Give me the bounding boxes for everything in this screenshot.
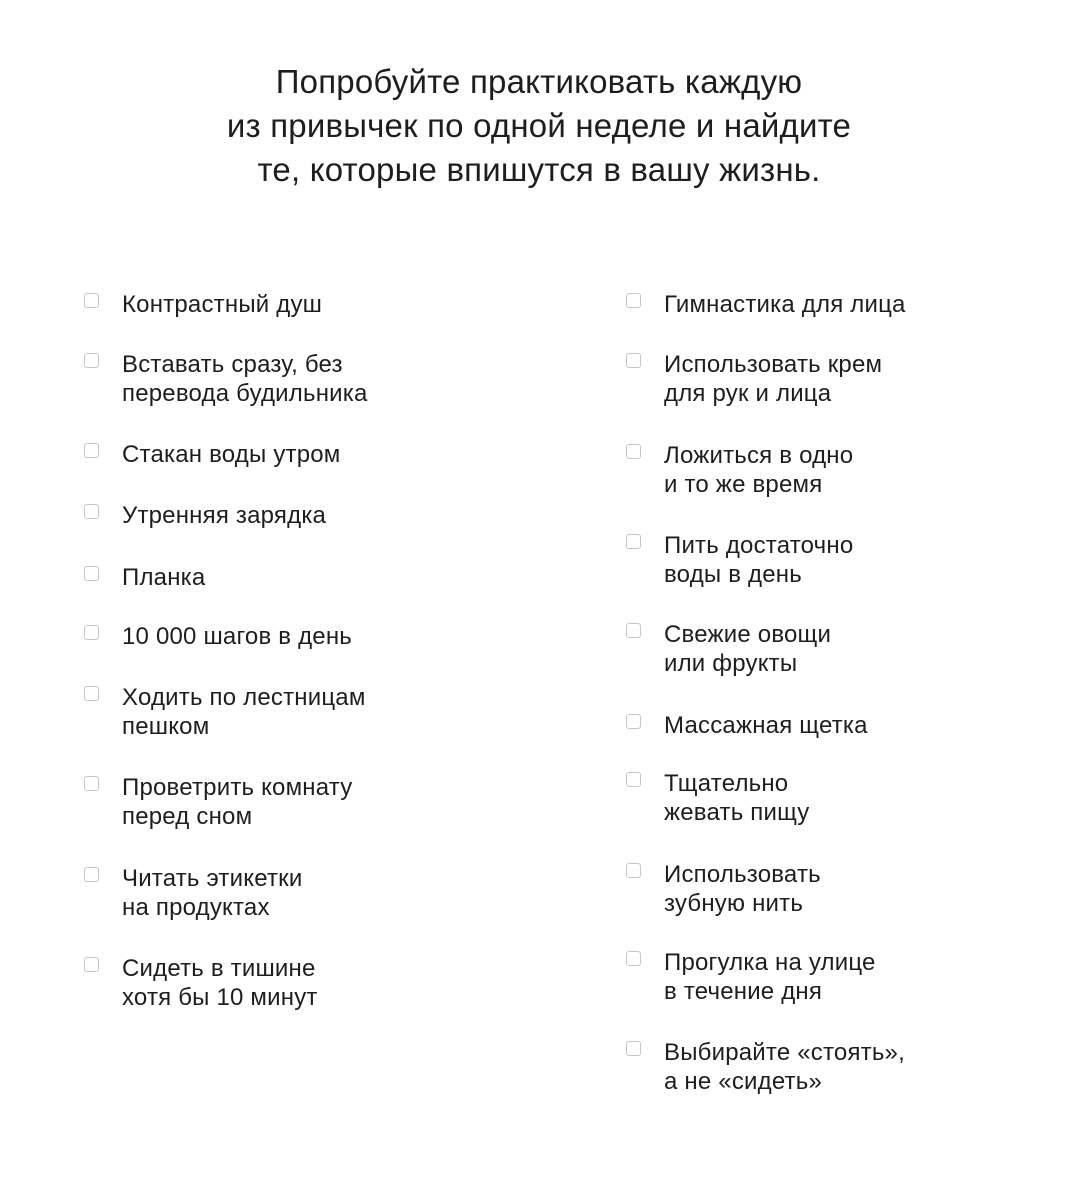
habit-item[interactable] [84,350,368,408]
habit-item[interactable] [626,441,853,499]
checkbox-icon[interactable] [84,625,99,640]
checkbox-icon[interactable] [626,353,641,368]
checkbox-icon[interactable] [84,776,99,791]
page-headline [0,60,1078,192]
habit-item[interactable] [626,769,810,827]
habit-label: Ложиться в одно и то же время [664,442,854,498]
checkbox-icon[interactable] [84,867,99,882]
habit-label: Гимнастика для лица [664,291,906,318]
checkbox-icon[interactable] [626,293,641,308]
habit-label: Выбирайте «стоять», а не «сидеть» [664,1039,905,1095]
habit-label: Прогулка на улице в течение дня [664,949,876,1005]
habit-label: Свежие овощи или фрукты [664,621,832,677]
habit-item[interactable] [84,622,352,651]
habit-label: Сидеть в тишине хотя бы 10 минут [122,955,318,1011]
habit-item[interactable] [84,864,302,922]
checkbox-icon[interactable] [626,623,641,638]
checkbox-icon[interactable] [626,863,641,878]
habit-item[interactable] [84,563,205,592]
checkbox-icon[interactable] [84,957,99,972]
habit-item[interactable] [626,711,868,740]
habit-item[interactable] [626,948,876,1006]
checkbox-icon[interactable] [84,504,99,519]
habit-item[interactable] [84,290,322,319]
habit-item[interactable] [84,683,366,741]
habit-label: Использовать зубную нить [664,861,821,917]
habit-item[interactable] [626,531,853,589]
checkbox-icon[interactable] [84,443,99,458]
headline-line-1: Попробуйте практиковать каждую [275,63,803,100]
habit-item[interactable] [626,290,906,319]
habit-label: Вставать сразу, без перевода будильника [122,351,368,407]
checkbox-icon[interactable] [84,686,99,701]
habit-item[interactable] [626,620,831,678]
habit-label: Тщательно жевать пищу [664,770,810,826]
habit-label: Ходить по лестницам пешком [122,684,366,740]
checkbox-icon[interactable] [84,293,99,308]
checkbox-icon[interactable] [626,772,641,787]
habit-item[interactable] [626,860,821,918]
checkbox-icon[interactable] [84,566,99,581]
habit-label: Планка [122,564,206,591]
habit-label: Пить достаточно воды в день [664,532,854,588]
checkbox-icon[interactable] [626,444,641,459]
habit-label: 10 000 шагов в день [122,623,352,650]
habit-label: Стакан воды утром [122,441,341,468]
habit-item[interactable] [626,1038,905,1096]
checkbox-icon[interactable] [626,714,641,729]
habit-item[interactable] [84,501,326,530]
checkbox-icon[interactable] [626,1041,641,1056]
habit-label: Контрастный душ [122,291,323,318]
checkbox-icon[interactable] [626,951,641,966]
habit-label: Массажная щетка [664,712,868,739]
habit-item[interactable] [84,440,341,469]
headline-line-3: те, которые впишутся в вашу жизнь. [257,151,821,188]
habit-label: Проветрить комнату перед сном [122,774,353,830]
checkbox-icon[interactable] [626,534,641,549]
habit-item[interactable] [84,773,352,831]
habit-item[interactable] [626,350,882,408]
habit-label: Использовать крем для рук и лица [664,351,883,407]
headline-line-2: из привычек по одной неделе и найдите [226,107,852,144]
habit-item[interactable] [84,954,318,1012]
checkbox-icon[interactable] [84,353,99,368]
habit-label: Читать этикетки на продуктах [122,865,303,921]
habit-label: Утренняя зарядка [122,502,327,529]
